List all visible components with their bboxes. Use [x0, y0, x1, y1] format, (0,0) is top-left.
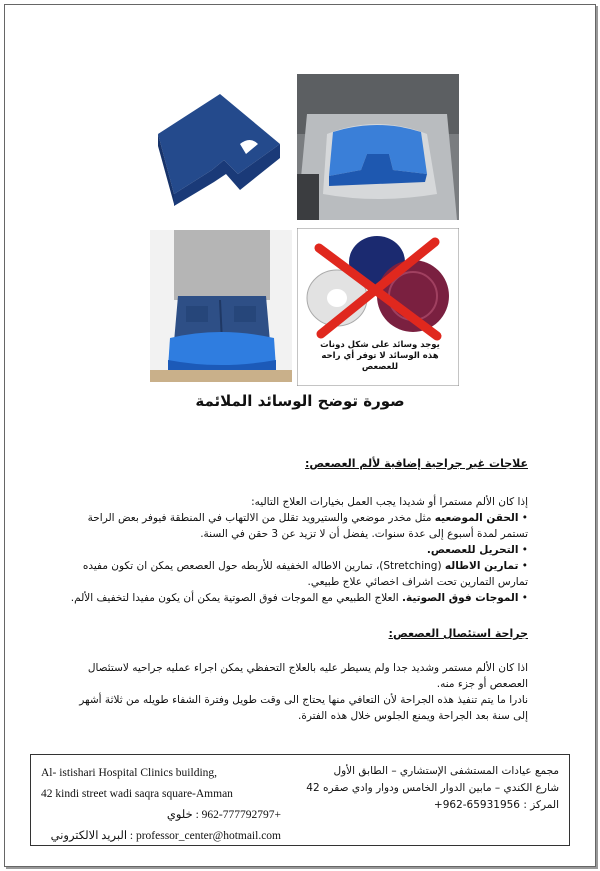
treatment-item: • الحقن الموضعيه مثل مخدر موضعي والستيرويد تقلل من الالتهاب في المنطقة فيوفر بعض الراحة تستمر لمدة أسبوع إلى عدة سنوات. يفضل أن لا تزيد عن 3 حقن في السنة.: [87, 512, 528, 540]
footer-ar-building: مجمع عيادات المستشفى الإستشاري – الطابق الأول: [333, 765, 559, 777]
footer-email[interactable]: professor_center@hotmail.com : البريد الالكتروني: [50, 830, 281, 842]
footer-ar-street: شارع الكندي – مابين الدوار الخامس ودوار وادي صقره 42: [306, 782, 559, 794]
treatment-item: • تمارين الاطاله (Stretching)، تمارين الاطاله الخفيفه للأربطه حول العصعص يمكن ان تكون مفيده تمارس التمارين تحت اشراف اخصائي علاج طبيعي.: [82, 560, 528, 588]
warning-line-1: يوجد وسائد على شكل دونات: [320, 340, 440, 350]
footer-arabic: [279, 763, 559, 814]
contact-footer: [30, 754, 570, 846]
warning-line-2: هذه الوسائد لا توفر أي راحه: [321, 351, 439, 361]
car-seat-cushion-image: [297, 74, 459, 220]
footer-en-building: Al- istishari Hospital Clinics building,: [41, 767, 218, 779]
treatment-item: • الموجات فوق الصوتية. العلاج الطبيعي مع الموجات فوق الصوتية يمكن أن يكون مفيدا لتخفيف الألم.: [70, 592, 528, 604]
section-nonsurgical-heading: علاجات غير جراحية إضافية لألم العصعص:: [304, 457, 528, 470]
donut-warning-text: [310, 340, 450, 373]
image-caption: صورة توضح الوسائد الملائمة: [195, 392, 405, 410]
treatment-item: • التحريل للعصعص.: [426, 544, 528, 556]
treatment-item-text: العلاج الطبيعي مع الموجات فوق الصوتية يمكن أن يكون مفيدا لتخفيف الألم.: [70, 592, 403, 604]
section-nonsurgical-intro: إذا كان الألم مستمرا أو شديدا يجب العمل بخيارات العلاج التاليه:: [251, 496, 528, 508]
wedge-cushion-image: [150, 74, 292, 214]
surgery-paragraph-1: اذا كان الألم مستمر وشديد جدا ولم يسيطر عليه بالعلاج التحفظي يمكن اجراء عمليه جراحيه لاستئصال العصعص أو جزء منه.: [87, 662, 528, 690]
treatment-item-title: التحريل للعصعص.: [426, 544, 519, 556]
footer-english: [41, 763, 281, 847]
warning-line-3: للعصعص: [361, 362, 399, 372]
section-nonsurgical: [70, 456, 528, 606]
treatment-item-text: مثل مخدر موضعي والستيرويد تقلل من الالتهاب في المنطقة فيوفر بعض الراحة تستمر لمدة أسبوع إلى عدة سنوات. يفضل أن لا تزيد عن 3 حقن في السنة.: [87, 512, 528, 540]
treatment-item-text: (Stretching)، تمارين الاطاله الخفيفه للأربطه حول العصعص يمكن ان تكون مفيده تمارس التمارين تحت اشراف اخصائي علاج طبيعي.: [82, 560, 528, 588]
surgery-paragraph-2: نادرا ما يتم تنفيذ هذه الجراحة لأن التعافي منها يحتاج الى وقت طويل وفترة الشفاء طويله من ثلاثة أشهر إلى سنة بعد الجراحة ويمنع الجلوس خلال هذه الفترة.: [79, 694, 528, 722]
section-surgery: [70, 626, 528, 724]
footer-ar-phone: المركز : 65931956-962+: [433, 799, 559, 811]
treatment-item-title: تمارين الاطاله: [444, 560, 519, 572]
footer-en-street: 42 kindi street wadi saqra square-Amman: [41, 788, 233, 800]
treatment-item-title: الحقن الموضعيه: [434, 512, 519, 524]
footer-mobile: +962-777792797 : خلوي: [166, 809, 281, 821]
treatment-item-title: الموجات فوق الصوتية.: [402, 592, 519, 604]
section-surgery-heading: جراحة استئصال العصعص:: [388, 627, 528, 640]
seated-person-image: [150, 230, 292, 382]
